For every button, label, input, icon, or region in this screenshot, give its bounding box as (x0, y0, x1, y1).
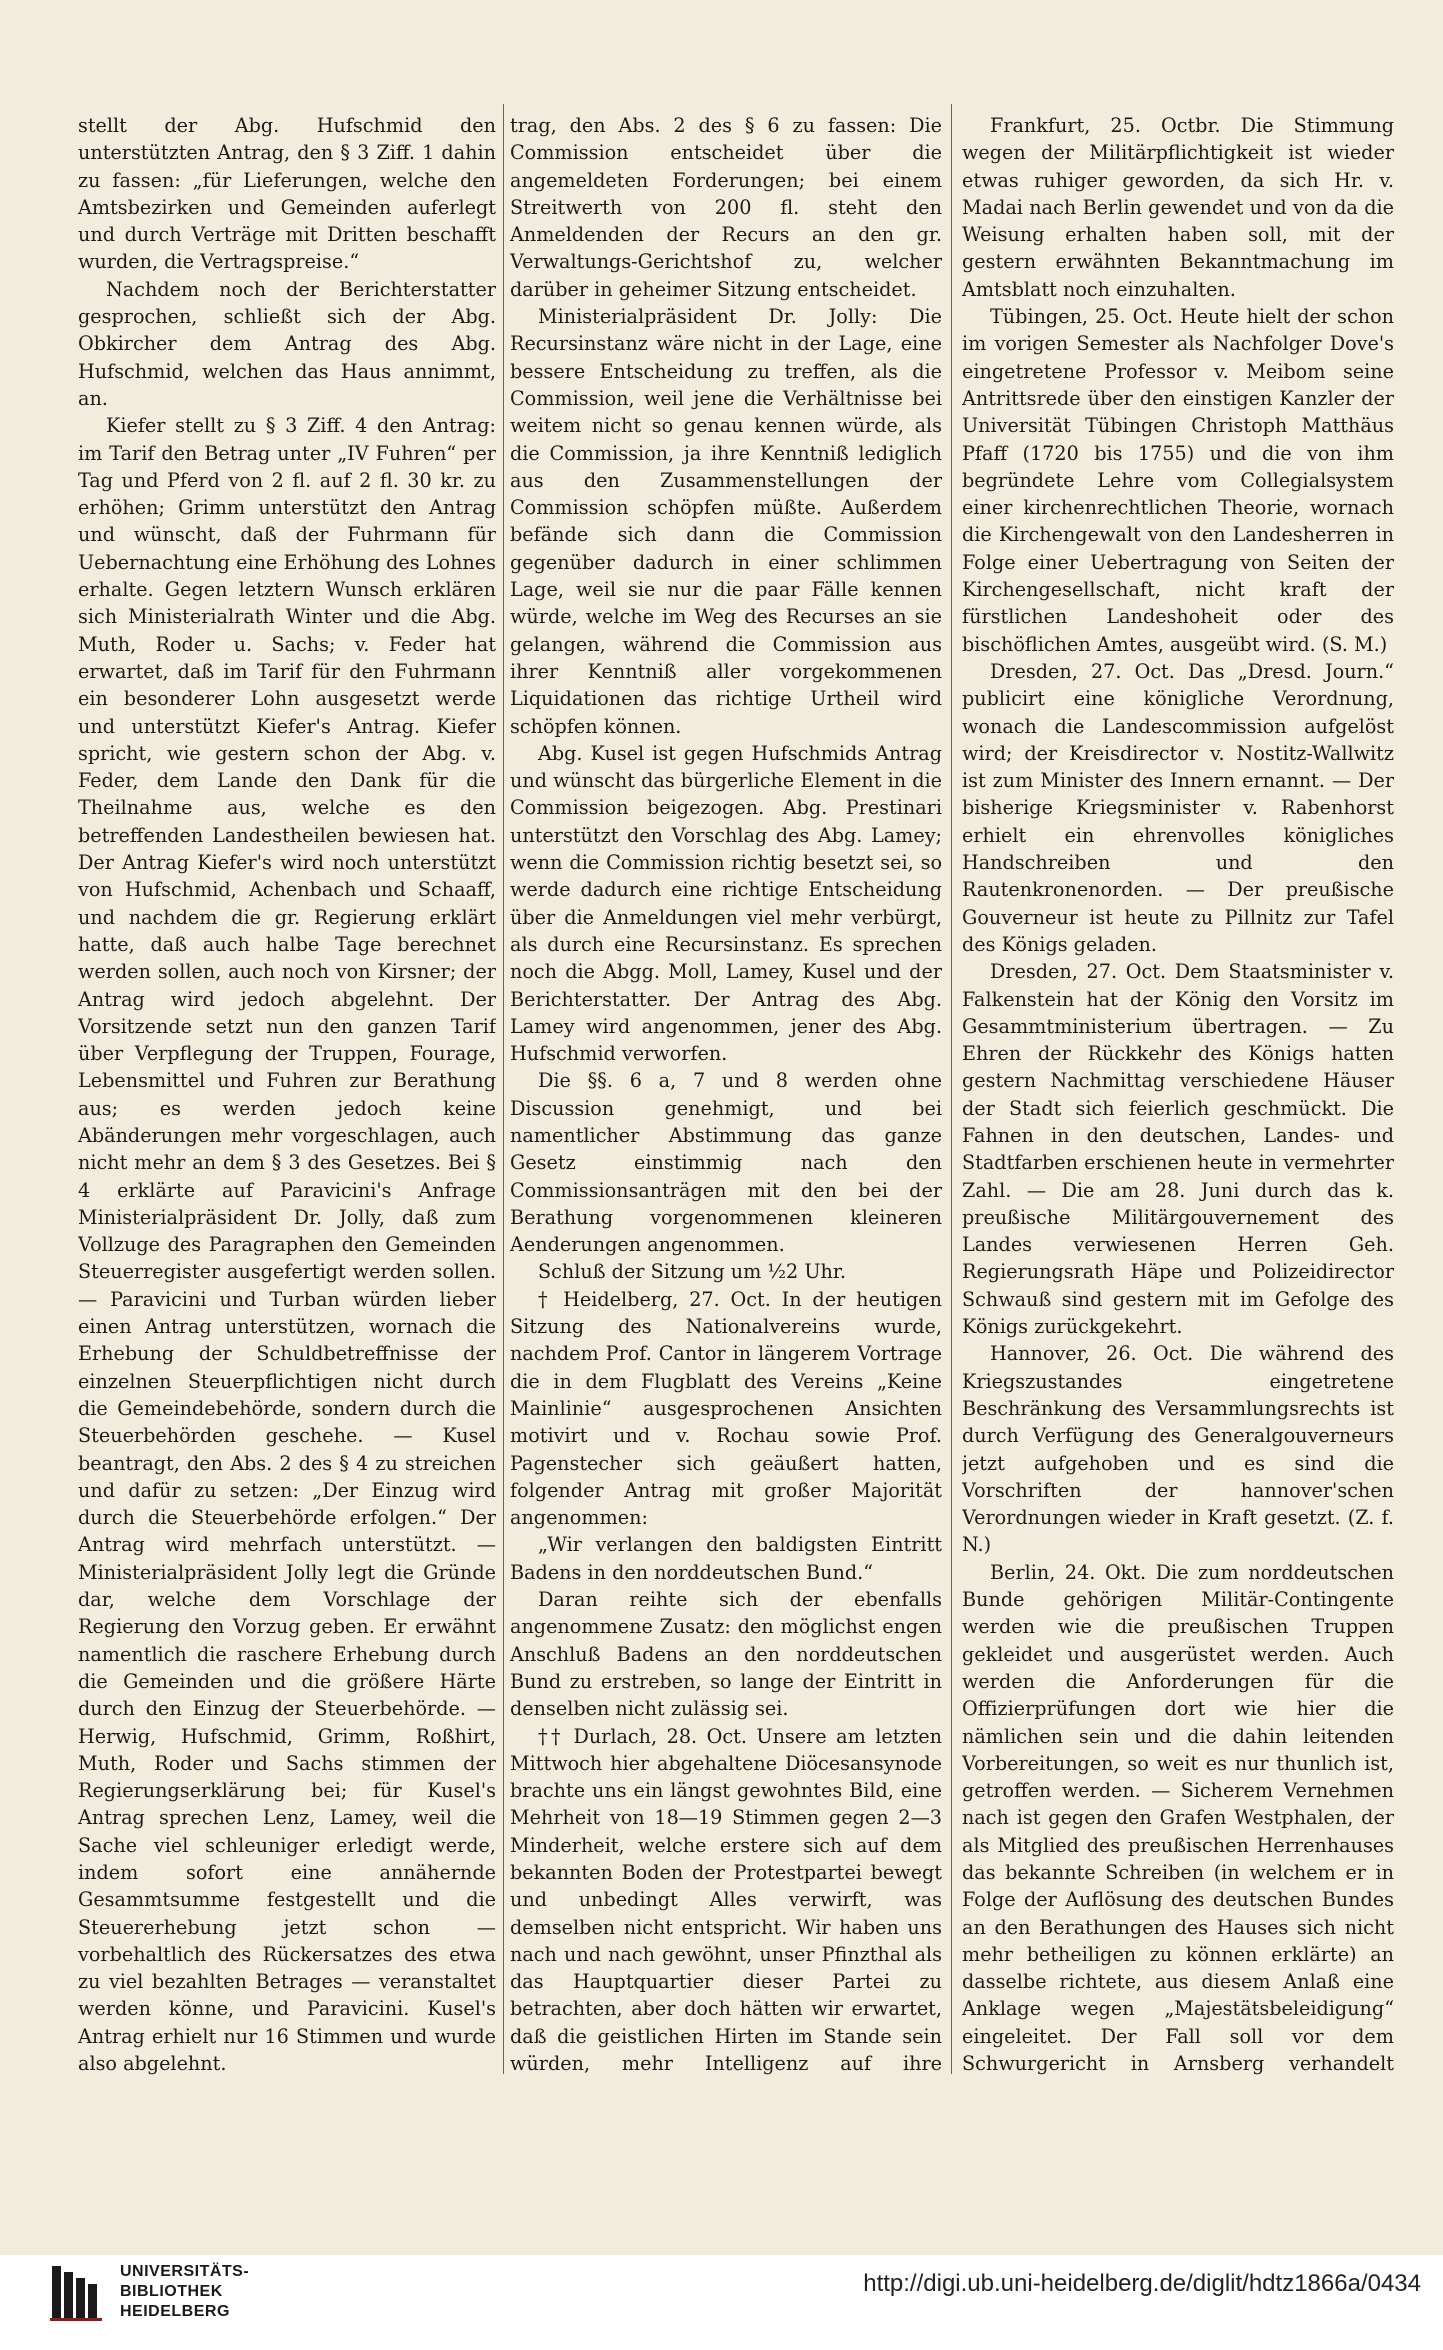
quotation: „Wir verlangen den baldigsten Eintritt Badens in den norddeutschen Bund.“ (510, 1533, 942, 1584)
column-rule (951, 104, 952, 2074)
column-rule (503, 104, 504, 2074)
library-logo-icon (50, 2262, 108, 2322)
column-2 (510, 112, 942, 2077)
paragraph: Ministerialpräsident Dr. Jolly: Die Recursinstanz wäre nicht in der Lage, eine bessere Entscheidung zu treffen, als die Commission, weil jene die Verhältnisse bei weitem nicht so genau kennen würde, als die Commission, ja ihre Kenntniß lediglich aus den Zusammenstellungen der Commission schöpfen müßte. Außerdem befände sich dann die Commission gegenüber dadurch in einer schlimmen Lage, weil sie nur die paar Fälle kennen würde, welche im Weg des Recurses an sie gelangen, während die Commission aus ihrer Kenntniß aller vorgekommenen Liquidationen das richtige Urtheil wird schöpfen können. (510, 305, 942, 738)
library-name-line: UNIVERSITÄTS- (120, 2263, 250, 2280)
dateline-article: Tübingen, 25. Oct. Heute hielt der schon im vorigen Semester als Nachfolger Dove's eingetretene Professor v. Meibom seine Antrittsrede über den einstigen Kanzler der Universität Tübingen Christoph Matthäus Pfaff (1720 bis 1755) und die von ihm begründete Lehre vom Collegialsystem einer kirchenrechtlichen Theorie, wornach die Kirchengewalt von den Landesherren in Folge einer Uebertragung von Seiten der Kirchengesellschaft, nicht kraft der fürstlichen Landeshoheit oder des bischöflichen Amtes, ausgeübt wird. (S. M.) (962, 305, 1394, 656)
paragraph: Schluß der Sitzung um ½2 Uhr. (538, 1260, 847, 1284)
column-3 (962, 112, 1394, 2077)
paragraph: stellt der Abg. Hufschmid den unterstützten Antrag, den § 3 Ziff. 1 dahin zu fassen: „für Lieferungen, welche den Amtsbezirken und Gemeinden auferlegt und durch Verträge mit Dritten beschafft wurden, die Vertragspreise.“ (78, 114, 496, 274)
library-name (120, 2262, 249, 2322)
dateline-article: †† Durlach, 28. Oct. Unsere am letzten Mittwoch hier abgehaltene Diöcesansynode brachte uns ein längst gewohntes Bild, eine Mehrheit von 18—19 Stimmen gegen 2—3 Minderheit, welche erstere sich auf dem bekannten Boden der Protestpartei bewegt und unbedingt Alles verwirft, was demselben nicht entspricht. Wir haben uns nach und nach gewöhnt, unser Pfinzthal als das Hauptquartier dieser Partei zu betrachten, aber doch hätten wir erwartet, daß die geistlichen Hirten im Stande sein würden, mehr Intelligenz auf ihre (510, 1724, 942, 2076)
library-name-line: BIBLIOTHEK (120, 2283, 223, 2300)
library-name-line: HEIDELBERG (120, 2303, 230, 2320)
paragraph: Nachdem noch der Berichterstatter gesprochen, schließt sich der Abg. Obkircher dem Antrag des Abg. Hufschmid, welchen das Haus annimmt, an. (78, 277, 496, 410)
paragraph: Kiefer stellt zu § 3 Ziff. 4 den Antrag: im Tarif den Betrag unter „IV Fuhren“ per Tag und Pferd von 2 fl. auf 2 fl. 30 kr. zu erhöhen; Grimm unterstützt den Antrag und wünscht, daß der Fuhrmann für Uebernachtung eine Erhöhung des Lohnes erhalte. Gegen letztern Wunsch erklären sich Ministerialrath Winter und die Abg. Muth, Roder u. Sachs; v. Feder hat erwartet, daß im Tarif für den Fuhrmann ein besonderer Lohn ausgesetzt werde und unterstützt Kiefer's Antrag. Kiefer spricht, wie gestern schon der Abg. v. Feder, dem Lande den Dank für die Theilnahme aus, welche es den betreffenden Landestheilen bewiesen hat. Der Antrag Kiefer's wird noch unterstützt von Hufschmid, Achenbach und Schaaff, und nachdem die gr. Regierung erklärt hatte, daß auch halbe Tage berechnet werden sollen, auch noch von Kirsner; der Antrag wird jedoch abgelehnt. Der Vorsitzende setzt nun den ganzen Tarif über Verpflegung der Truppen, Fourage, Lebensmittel und Fuhren zur Berathung aus; es werden jedoch keine Abänderungen mehr vorgeschlagen, auch nicht mehr an dem § 3 des Gesetzes. Bei § 4 erklärte auf Paravicini's Anfrage Ministerialpräsident Dr. Jolly, daß zum Vollzuge des Paragraphen den Gemeinden Steuerregister ausgefertigt werden sollen. — Paravicini und Turban würden lieber einen Antrag unterstützen, wornach die Erhebung der Schuldbetreffnisse der einzelnen Steuerpflichtigen nicht durch die Gemeindebehörde, sondern durch die Steuerbehörden geschehe. — Kusel beantragt, den Abs. 2 des § 4 zu streichen und dafür zu setzen: „Der Einzug wird durch die Steuerbehörde erfolgen.“ Der Antrag wird mehrfach unterstützt. — Ministerialpräsident Jolly legt die Gründe dar, welche dem Vorschlage der Regierung den Vorzug geben. Er erwähnt namentlich die raschere Erhebung durch die Gemeinden und die größere Härte durch den Einzug der Steuerbehörde. — Herwig, Hufschmid, Grimm, Roßhirt, Muth, Roder und Sachs stimmen der Regierungserklärung bei; für Kusel's Antrag sprechen Lenz, Lamey, weil die Sache viel schleuniger erledigt werde, indem sofort eine annähernde Gesammtsumme festgestellt und die Steuererhebung jetzt schon — vorbehaltlich des Rückersatzes des etwa zu viel bezahlten Betrages — veranstaltet werden könne, und Paravicini. Kusel's Antrag erhielt nur 16 Stimmen und wurde also abgelehnt. (78, 414, 496, 2076)
dateline-article: Frankfurt, 25. Octbr. Die Stimmung wegen der Militärpflichtigkeit ist wieder etwas ruhiger geworden, da sich Hr. v. Madai nach Berlin gewendet und von da die Weisung erhalten haben soll, mit der gestern erwähnten Bekanntmachung im Amtsblatt noch einzuhalten. (962, 114, 1394, 301)
paragraph: Abg. Kusel ist gegen Hufschmids Antrag und wünscht das bürgerliche Element in die Commission beigezogen. Abg. Prestinari unterstützt den Vorschlag des Abg. Lamey; wenn die Commission richtig besetzt sei, so werde dadurch eine richtige Entscheidung über die Anmeldungen viel mehr verbürgt, als durch eine Recursinstanz. Es sprechen noch die Abgg. Moll, Lamey, Kusel und der Berichterstatter. Der Antrag des Abg. Lamey wird angenommen, jener des Abg. Hufschmid verworfen. (510, 741, 942, 1066)
dateline-article: Hannover, 26. Oct. Die während des Kriegszustandes eingetretene Beschränkung des Versammlungsrechts ist durch Verfügung des Generalgouverneurs jetzt aufgehoben und es sind die Vorschriften der hannover'schen Verordnungen wieder in Kraft gesetzt. (Z. f. N.) (962, 1342, 1394, 1557)
dateline-article: Berlin, 24. Okt. Die zum norddeutschen Bunde gehörigen Militär-Contingente werden wie die preußischen Truppen gekleidet und ausgerüstet werden. Auch werden die Anforderungen für die Offizierprüfungen dort wie hier die nämlichen sein und die dahin leitenden Vorbereitungen, so weit es nur thunlich ist, getroffen werden. — Sicherem Vernehmen nach ist gegen den Grafen Westphalen, der als Mitglied des preußischen Herrenhauses das bekannte Schreiben (in welchem er in Folge der Auflösung des deutschen Bundes an den Berathungen des Hauses sich nicht mehr betheiligen zu können erklärte) an dasselbe richtete, aus diesem Anlaß eine Anklage wegen „Majestätsbeleidigung“ eingeleitet. Der Fall soll vor dem Schwurgericht in Arnsberg verhandelt (962, 1560, 1394, 2076)
dateline-article: Dresden, 27. Oct. Dem Staatsminister v. Falkenstein hat der König den Vorsitz im Gesammtministerium übertragen. — Zu Ehren der Rückkehr des Königs hatten gestern Nachmittag verschiedene Häuser der Stadt sich feierlich geschmückt. Die Fahnen in den deutschen, Landes- und Stadtfarben erschienen heute in vermehrter Zahl. — Die am 28. Juni durch das k. preußische Militärgouvernement des Landes verwiesenen Herren Geh. Regierungsrath Häpe und Polizeidirector Schwauß sind gestern mit im Gefolge des Königs zurückgekehrt. (962, 960, 1394, 1339)
column-1 (78, 112, 496, 2077)
dateline-article: Dresden, 27. Oct. Das „Dresd. Journ.“ publicirt eine königliche Verordnung, wonach die Landescommission aufgelöst wird; der Kreisdirector v. Nostitz-Wallwitz ist zum Minister des Innern ernannt. — Der bisherige Kriegsminister v. Rabenhorst erhielt ein ehrenvolles königliches Handschreiben und den Rautenkronenorden. — Der preußische Gouverneur ist heute zu Pillnitz zur Tafel des Königs geladen. (962, 659, 1394, 956)
source-url[interactable]: http://digi.ub.uni-heidelberg.de/diglit/hdtz1866a/0434 (863, 2270, 1421, 2297)
paragraph: Die §§. 6 a, 7 und 8 werden ohne Discussion genehmigt, und bei namentlicher Abstimmung das ganze Gesetz einstimmig nach den Commissionsanträgen mit den bei der Berathung vorgenommenen kleineren Aenderungen angenommen. (510, 1069, 942, 1257)
paragraph: Daran reihte sich der ebenfalls angenommene Zusatz: den möglichst engen Anschluß Badens an den norddeutschen Bund zu erstreben, so lange der Eintritt in denselben nicht zulässig sei. (510, 1588, 942, 1721)
dateline-article: † Heidelberg, 27. Oct. In der heutigen Sitzung des Nationalvereins wurde, nachdem Prof. Cantor in längerem Vortrage die in dem Flugblatt des Vereins „Keine Mainlinie“ ausgesprochenen Ansichten motivirt und v. Rochau sowie Prof. Pagenstecher sich geäußert hatten, folgender Antrag mit großer Majorität angenommen: (510, 1287, 942, 1530)
paragraph: trag, den Abs. 2 des § 6 zu fassen: Die Commission entscheidet über die angemeldeten Forderungen; bei einem Streitwerth von 200 fl. steht den Anmeldenden der Recurs an den gr. Verwaltungs-Gerichtshof zu, welcher darüber in geheimer Sitzung entscheidet. (510, 114, 942, 301)
